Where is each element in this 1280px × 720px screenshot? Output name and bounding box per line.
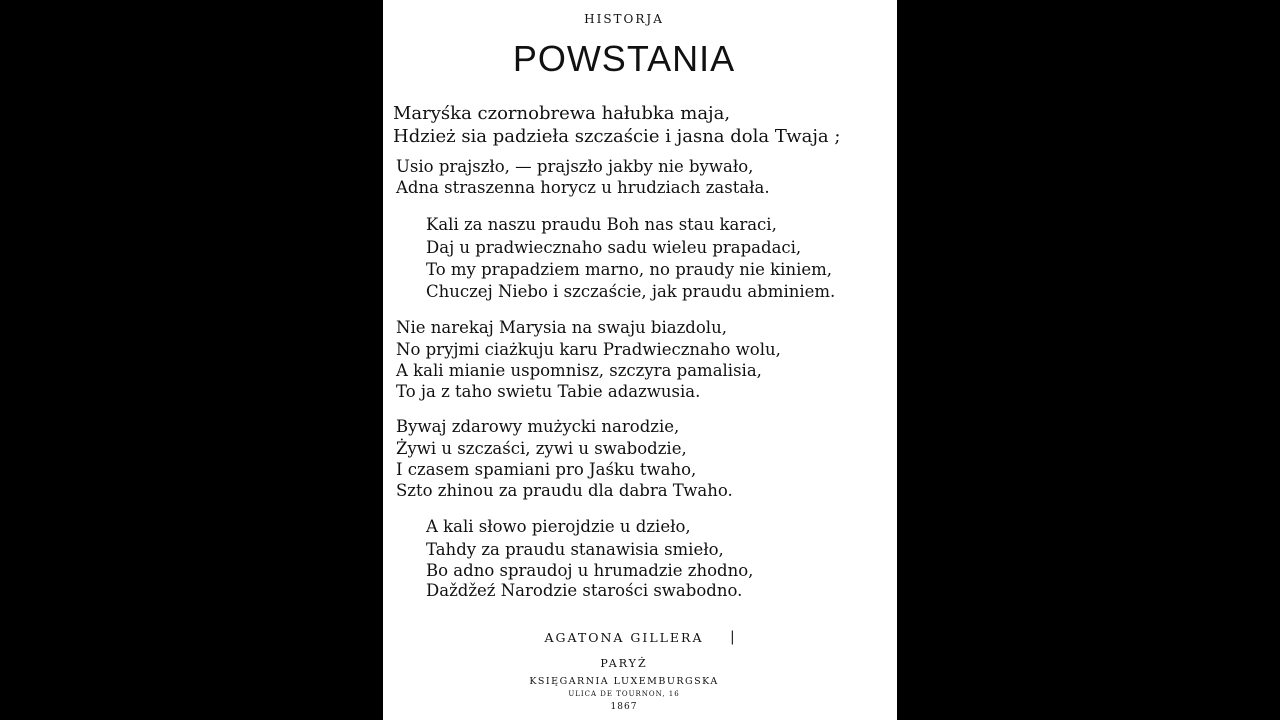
publication-year: 1867	[610, 702, 638, 712]
poem-line: Adna straszenna horycz u hrudziach zastała.	[396, 178, 770, 197]
publisher-address: ULICA DE TOURNON, 16	[568, 690, 680, 698]
poem-line: Kali za naszu praudu Boh nas stau karaci,	[426, 215, 777, 234]
poem-line: Tahdy za praudu stanawisia smieło,	[426, 540, 724, 559]
poem-line: I czasem spamiani pro Jaśku twaho,	[396, 460, 697, 479]
poem-line: Bo adno spraudoj u hrumadzie zhodno,	[426, 561, 754, 580]
poem-line: A kali słowo pierojdzie u dzieło,	[426, 517, 691, 536]
poem-line: Bywaj zdarowy mużycki narodzie,	[396, 417, 680, 436]
author-mark: |	[730, 629, 735, 645]
poem-line: A kali mianie uspomnisz, szczyra pamalisia,	[396, 361, 762, 380]
publication-city: PARYŻ	[600, 657, 648, 670]
poem-line: To ja z taho swietu Tabie adazwusia.	[396, 382, 701, 401]
author-name: AGATONA GILLERA	[544, 630, 704, 645]
publisher-name: KSIĘGARNIA LUXEMBURGSKA	[529, 676, 719, 687]
poem-line: Chuczej Niebo i szczaście, jak praudu abminiem.	[426, 282, 836, 301]
header-small-title: HISTORJA	[584, 12, 664, 26]
poem-line: Usio prajszło, — prajszło jakby nie bywało,	[396, 157, 754, 176]
poem-line: Hdzież sia padzieła szczaście i jasna dola Twaja ;	[393, 126, 841, 147]
poem-line: Daždžeź Narodzie starości swabodno.	[426, 581, 743, 600]
poem-line: To my prapadziem marno, no praudy nie kiniem,	[426, 260, 833, 279]
poem-line: Daj u pradwiecznaho sadu wieleu prapadaci,	[426, 238, 802, 257]
book-page	[383, 0, 897, 720]
poem-line: Szto zhinou za praudu dla dabra Twaho.	[396, 481, 733, 500]
poem-line: No pryjmi ciażkuju karu Pradwiecznaho wolu,	[396, 340, 781, 359]
poem-line: Nie narekaj Marysia na swaju biazdolu,	[396, 318, 727, 337]
poem-line: Maryśka czornobrewa hałubka maja,	[393, 103, 731, 124]
header-main-title: POWSTANIA	[512, 38, 736, 79]
poem-line: Żywi u szczaści, zywi u swabodzie,	[396, 439, 687, 458]
